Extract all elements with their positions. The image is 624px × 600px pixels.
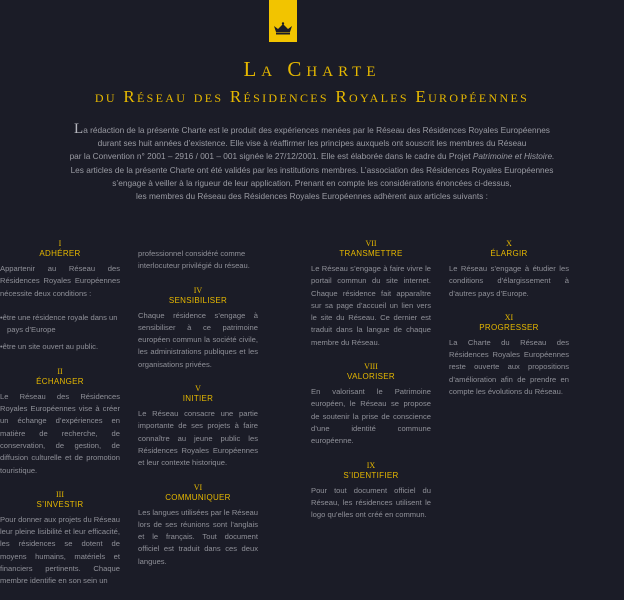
- article-text: Le Réseau des Résidences Royales Européennes vise à créer un échange d’expériences en matière de recherche, de conservation, de gestion, de diffusion culturelle et de promotion touristique.: [0, 391, 120, 475]
- article-heading: ÉCHANGER: [36, 376, 84, 386]
- article-heading: S’INVESTIR: [36, 499, 84, 509]
- article-text: Appartenir au Réseau des Résidences Royales Européennes nécessite deux conditions :: [0, 264, 120, 298]
- article-number: IV: [193, 285, 203, 295]
- column-4: [449, 238, 569, 410]
- article-text: Chaque résidence s’engage à sensibiliser à ce patrimoine européen commun la société civile, les administrations publiques et les organisations privées.: [138, 310, 258, 369]
- article-text: Pour tout document officiel du Réseau, les résidences utilisent le logo qu’elles ont créé en commun.: [311, 485, 431, 520]
- article-number: VII: [365, 239, 377, 248]
- article-text: Pour donner aux projets du Réseau leur pleine lisibilité et leur efficacité, les résidences se dotent de moyens humains, matériels et financiers pertinents. Chaque membre identifie en son sein un: [0, 514, 120, 586]
- project-name: Patrimoine et Histoire.: [472, 151, 555, 162]
- crown-logo-badge: [269, 0, 297, 42]
- article-number: III: [56, 489, 64, 499]
- intro-line: par la Convention n° 2001 – 2916 / 001 – 001 signée le 27/12/2001. Elle est élaborée dans le cadre du Projet: [69, 151, 471, 162]
- article-number: X: [506, 239, 512, 248]
- article-text: Le Réseau s’engage à étudier les conditions d’élargissement à d’autres pays d’Europe.: [449, 264, 569, 298]
- article-number: II: [57, 366, 63, 376]
- intro-line: s’engage à veiller à la rigueur de leur application. Prenant en compte les considérations énoncées ci-dessus,: [112, 177, 512, 188]
- column-2: [138, 248, 258, 580]
- drop-cap: L: [74, 121, 84, 137]
- page-subtitle: du Réseau des Résidences Royales Européennes: [94, 87, 530, 106]
- article-number: VIII: [364, 362, 378, 372]
- article-text: Le Réseau s’engage à faire vivre le portail commun du site internet. Chaque résidence fait apparaître sur sa page d’accueil un lien vers le site du Réseau. Ce dernier est traduit dans la langue de chaque membre du Réseau.: [311, 264, 431, 347]
- intro-line: Les articles de la présente Charte ont été validés par les institutions membres. L’association des Résidences Royales Européennes: [70, 164, 554, 175]
- intro-paragraph: [0, 121, 624, 203]
- condition-list: [0, 312, 120, 354]
- article-heading: ÉLARGIR: [490, 249, 528, 258]
- article-heading: TRANSMETTRE: [339, 249, 403, 258]
- column-3: [311, 238, 431, 533]
- crown-icon: [273, 22, 293, 35]
- article-text: En valorisant le Patrimoine européen, le Réseau se propose de soutenir la prise de conscience d’une identité commune européenne.: [311, 387, 431, 446]
- article-heading: VALORISER: [347, 372, 395, 382]
- condition-item: • être un site ouvert au public.: [0, 341, 120, 353]
- intro-line: les membres du Réseau des Résidences Royales Européennes adhèrent aux articles suivants :: [136, 191, 488, 202]
- article-number: V: [195, 384, 201, 394]
- article-number: IX: [366, 460, 376, 470]
- article-text: Les langues utilisées par le Réseau lors de ses réunions sont l’anglais et le français. Tout document officiel est traduit dans ces deux langues.: [138, 507, 258, 566]
- article-heading: S’IDENTIFIER: [343, 470, 399, 480]
- article-number: VI: [193, 482, 203, 492]
- article-number: I: [58, 239, 62, 248]
- article-number: XI: [504, 312, 514, 322]
- article-text: La Charte du Réseau des Résidences Royales Européennes reste ouverte aux propositions d’amélioration afin de prendre en compte les évolutions du Réseau.: [449, 337, 569, 397]
- article-text: Le Réseau consacre une partie importante de ses projets à faire connaître au jeune public les Résidences Royales Européennes et leur contexte historique.: [138, 409, 258, 468]
- column-1: [0, 238, 120, 600]
- article-heading: COMMUNIQUER: [165, 492, 231, 502]
- intro-line: a rédaction de la présente Charte est le produit des expériences menées par le Réseau des Résidences Royales Européennes: [83, 125, 550, 135]
- condition-item: • être une résidence royale dans un pays d’Europe: [0, 312, 120, 337]
- article-heading: INITIER: [182, 394, 214, 404]
- page-title: La Charte: [243, 57, 381, 81]
- intro-line: durant ses huit années d’existence. Elle vise à réaffirmer les principes auxquels ont souscrit les membres du Réseau: [97, 138, 527, 149]
- article-heading: PROGRESSER: [479, 322, 539, 332]
- article-heading: ADHÉRER: [39, 249, 81, 258]
- article-text-continued: professionnel considéré comme interlocuteur privilégié du réseau.: [138, 249, 250, 271]
- article-heading: SENSIBILISER: [168, 295, 228, 305]
